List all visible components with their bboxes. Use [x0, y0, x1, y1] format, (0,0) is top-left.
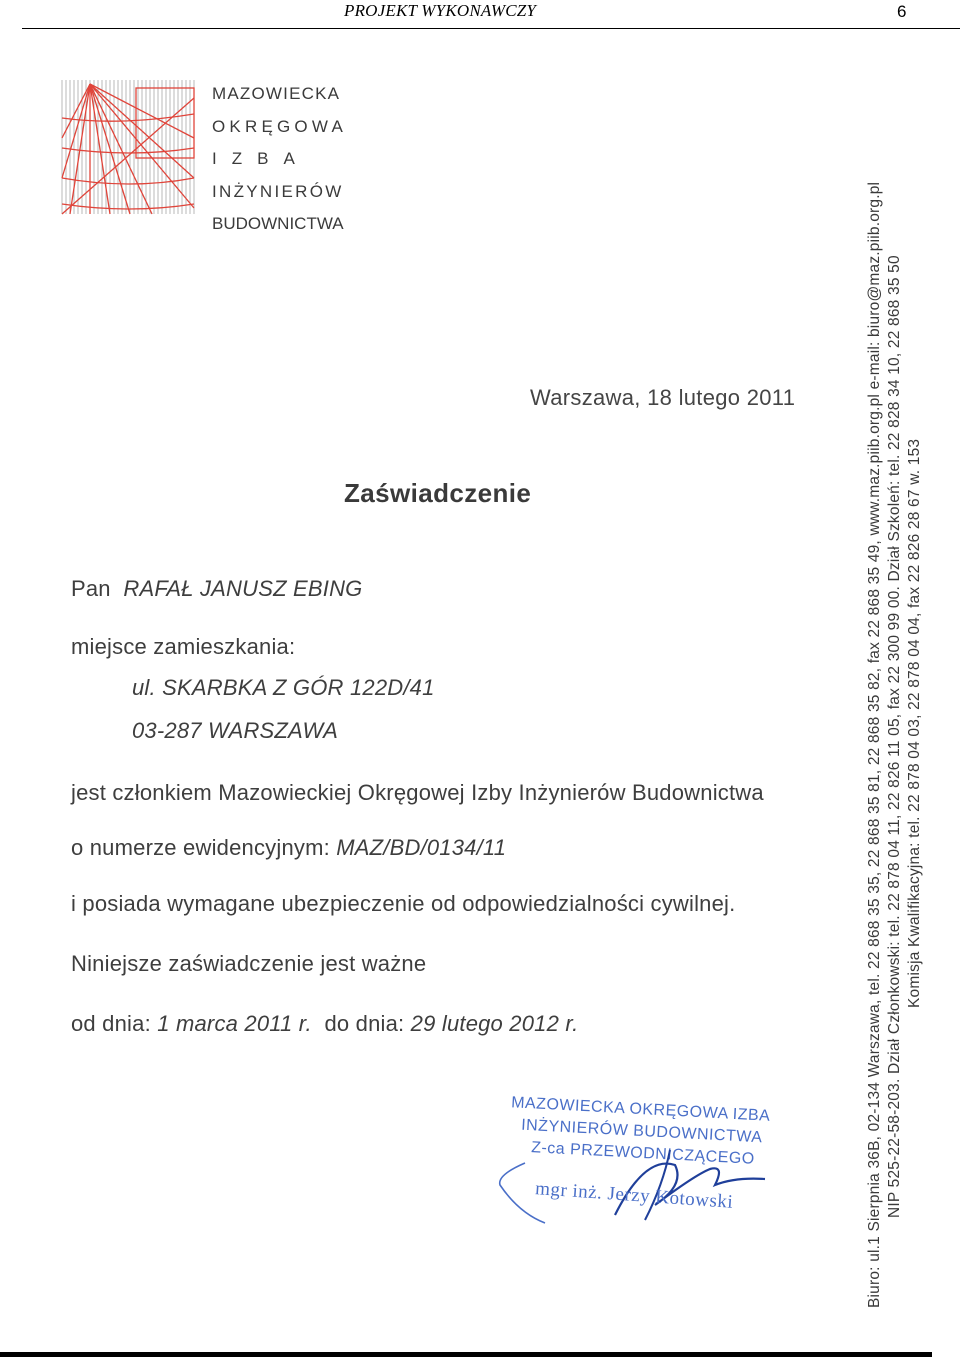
stamp-line: INŻYNIERÓW BUDOWNICTWA [520, 1116, 763, 1147]
address-city: 03-287 WARSZAWA [132, 718, 338, 743]
signer-name: mgr inż. Jerzy Kotowski [534, 1178, 734, 1213]
stamp-line: MAZOWIECKA OKRĘGOWA IZBA [510, 1094, 771, 1125]
header-rule [22, 28, 960, 29]
membership-text: jest członkiem Mazowieckiej Okręgowej Izby Inżynierów Budownictwa [71, 780, 764, 805]
contact-line: Biuro: ul.1 Sierpnia 36B, 02-134 Warszawa, tel. 22 868 35 35, 22 868 35 81, 22 868 35 82, fax 22 868 35 49, www.maz.piib.org.pl e-mail: biuro@maz.piib.org.pl [866, 181, 883, 1308]
footer-rule [0, 1352, 932, 1357]
document-header-title: PROJEKT WYKONAWCZY [344, 1, 537, 20]
org-name-line: IZBA [212, 149, 310, 168]
official-stamp [495, 1095, 805, 1245]
running-header [0, 0, 960, 30]
validity-period [71, 1011, 578, 1037]
salutation: Pan [71, 576, 111, 601]
page-number: 6 [897, 2, 907, 21]
contact-line: Komisja Kwalifikacyjna: tel. 22 878 04 03, 22 878 04 04, fax 22 826 28 67 w. 153 [906, 438, 923, 1008]
validity-text: Niniejsze zaświadczenie jest ważne [71, 951, 427, 976]
to-date: 29 lutego 2012 r. [410, 1011, 579, 1036]
to-label: do dnia: [324, 1011, 405, 1036]
org-name-line: BUDOWNICTWA [212, 214, 344, 233]
recipient-line [71, 576, 363, 602]
org-name-line: OKRĘGOWA [212, 116, 347, 136]
insurance-text: i posiada wymagane ubezpieczenie od odpowiedzialności cywilnej. [71, 891, 736, 916]
recipient-name: RAFAŁ JANUSZ EBING [123, 576, 363, 601]
org-name-line: INŻYNIERÓW [212, 181, 344, 201]
stamp-line: Z-ca PRZEWODNICZĄCEGO [530, 1139, 756, 1168]
registration-label: o numerze ewidencyjnym: [71, 835, 330, 860]
from-date: 1 marca 2011 r. [157, 1011, 312, 1036]
org-name-line: MAZOWIECKA [212, 84, 341, 103]
registration-number: MAZ/BD/0134/11 [336, 835, 507, 860]
signature [495, 1095, 805, 1245]
organization-name [212, 78, 347, 241]
address-street: ul. SKARBKA Z GÓR 122D/41 [132, 675, 435, 700]
contact-line: NIP 525-22-58-203. Dział Członkowski: tel. 22 878 04 11, 22 826 11 05, fax 22 300 99 00. Dział Szkoleń: tel. 22 828 34 10, 22 868 35 50 [886, 255, 903, 1218]
from-label: od dnia: [71, 1011, 151, 1036]
registration-line [71, 835, 506, 861]
organization-logo [60, 78, 196, 216]
residence-label: miejsce zamieszkania: [71, 634, 296, 659]
letter-date: Warszawa, 18 lutego 2011 [530, 385, 796, 410]
certificate-title: Zaświadczenie [344, 478, 532, 508]
